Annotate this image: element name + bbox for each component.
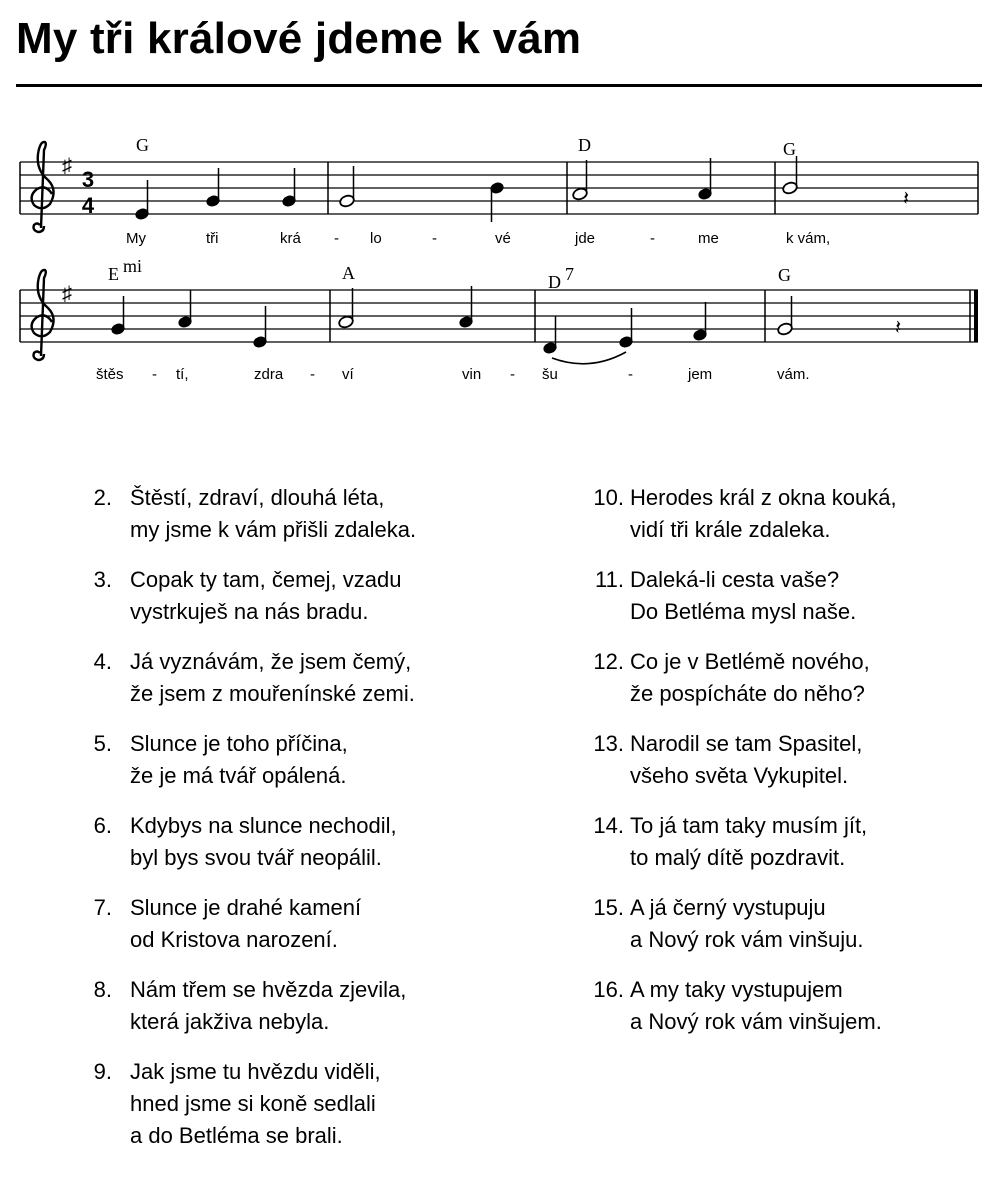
verse-line: hned jsme si koně sedlali <box>130 1091 376 1116</box>
lyric-syllable: ví <box>342 366 354 383</box>
verse-number: 14. <box>593 813 624 838</box>
verse-number: 11. <box>595 567 624 592</box>
chord-symbol: G <box>783 139 796 159</box>
verse-line: vystrkuješ na nás bradu. <box>130 599 369 624</box>
verse-number: 15. <box>593 895 624 920</box>
verse-number: 6. <box>93 813 112 838</box>
lyric-syllable: jde <box>575 230 596 247</box>
lyric-syllable: jem <box>688 366 713 383</box>
sharp-icon: ♯ <box>62 155 72 177</box>
lyric-syllable: šu <box>542 366 558 383</box>
chord-symbol: D <box>578 135 591 155</box>
verse-number: 10. <box>593 485 624 510</box>
verse-number: 8. <box>93 977 112 1002</box>
verse-line: Daleká-li cesta vaše? <box>630 567 840 592</box>
quarter-rest-icon: 𝄽 <box>903 188 910 210</box>
lyric-syllable: vé <box>495 230 511 247</box>
quarter-rest-icon: 𝄽 <box>895 317 902 339</box>
verse-line: To já tam taky musím jít, <box>630 813 868 838</box>
verse-line: Jak jsme tu hvězdu viděli, <box>130 1059 381 1084</box>
lyric-hyphen: - <box>628 366 633 383</box>
lyric-syllable: me <box>698 230 719 247</box>
lyric-syllable: k vám, <box>786 230 831 247</box>
chord-symbol: D <box>548 272 561 292</box>
verse-line: A my taky vystupujem <box>630 977 843 1002</box>
verse-line: Herodes král z okna kouká, <box>630 485 897 510</box>
verse-line: od Kristova narození. <box>130 927 338 952</box>
verse-number: 4. <box>93 649 112 674</box>
verse-line: a Nový rok vám vinšuju. <box>630 927 864 952</box>
verse-number: 13. <box>593 731 624 756</box>
chord-symbol: A <box>342 263 355 283</box>
lyric-hyphen: - <box>650 230 655 247</box>
verse-number: 3. <box>93 567 112 592</box>
lyric-syllable: vám. <box>777 366 810 383</box>
verse-line: Narodil se tam Spasitel, <box>630 731 863 756</box>
chord-symbol: G <box>136 135 149 155</box>
verse-number: 7. <box>93 895 112 920</box>
verse-line: že pospícháte do něho? <box>630 681 865 706</box>
verse-line: byl bys svou tvář neopálil. <box>130 845 382 870</box>
verse-line: to malý dítě pozdravit. <box>630 845 846 870</box>
lyric-hyphen: - <box>510 366 515 383</box>
lyric-syllable: tři <box>206 230 219 247</box>
verse-line: a Nový rok vám vinšujem. <box>630 1009 882 1034</box>
verse-number: 9. <box>93 1059 112 1084</box>
verse-number: 16. <box>593 977 624 1002</box>
verse-line: a do Betléma se brali. <box>130 1123 343 1148</box>
verse-line: že jsem z mouřenínské zemi. <box>130 681 415 706</box>
chord-quality: 7 <box>565 264 574 284</box>
verse-line: Kdybys na slunce nechodil, <box>130 813 397 838</box>
lyric-syllable: zdra <box>254 366 284 383</box>
verse-line: Štěstí, zdraví, dlouhá léta, <box>130 485 385 510</box>
chord-symbol: G <box>778 265 791 285</box>
verse-number: 2. <box>93 485 112 510</box>
lyric-hyphen: - <box>432 230 437 247</box>
chord-symbol: E <box>108 264 119 284</box>
verse-line: my jsme k vám přišli zdaleka. <box>130 517 417 542</box>
verse-line: Copak ty tam, čemej, vzadu <box>130 567 402 592</box>
lyric-hyphen: - <box>152 366 157 383</box>
verse-line: že je má tvář opálená. <box>130 763 347 788</box>
lyric-syllable: krá <box>280 230 301 247</box>
lyric-syllable: tí, <box>176 366 189 383</box>
lyric-syllable: My <box>126 230 146 247</box>
time-signature-top: 3 <box>81 167 95 192</box>
verse-line: vidí tři krále zdaleka. <box>630 517 831 542</box>
lyric-syllable: vin <box>462 366 482 383</box>
chord-quality: mi <box>123 256 143 276</box>
lyric-hyphen: - <box>310 366 315 383</box>
verse-line: Slunce je toho příčina, <box>130 731 348 756</box>
verse-line: Já vyznávám, že jsem čemý, <box>130 649 412 674</box>
verse-line: Nám třem se hvězda zjevila, <box>130 977 407 1002</box>
lyric-hyphen: - <box>334 230 339 247</box>
verse-line: Do Betléma mysl naše. <box>630 599 857 624</box>
verse-line: všeho světa Vykupitel. <box>630 763 849 788</box>
verse-line: Co je v Betlémě nového, <box>630 649 870 674</box>
song-title: My tři králové jdeme k vám <box>16 14 582 63</box>
lyric-syllable: štěs <box>96 366 124 383</box>
sharp-icon: ♯ <box>62 283 72 305</box>
verse-line: A já černý vystupuju <box>630 895 826 920</box>
verse-line: Slunce je drahé kamení <box>130 895 362 920</box>
verse-line: která jakživa nebyla. <box>130 1009 330 1034</box>
verse-number: 5. <box>93 731 112 756</box>
time-signature-bottom: 4 <box>81 193 95 218</box>
verse-number: 12. <box>593 649 624 674</box>
lyric-syllable: lo <box>370 230 382 247</box>
